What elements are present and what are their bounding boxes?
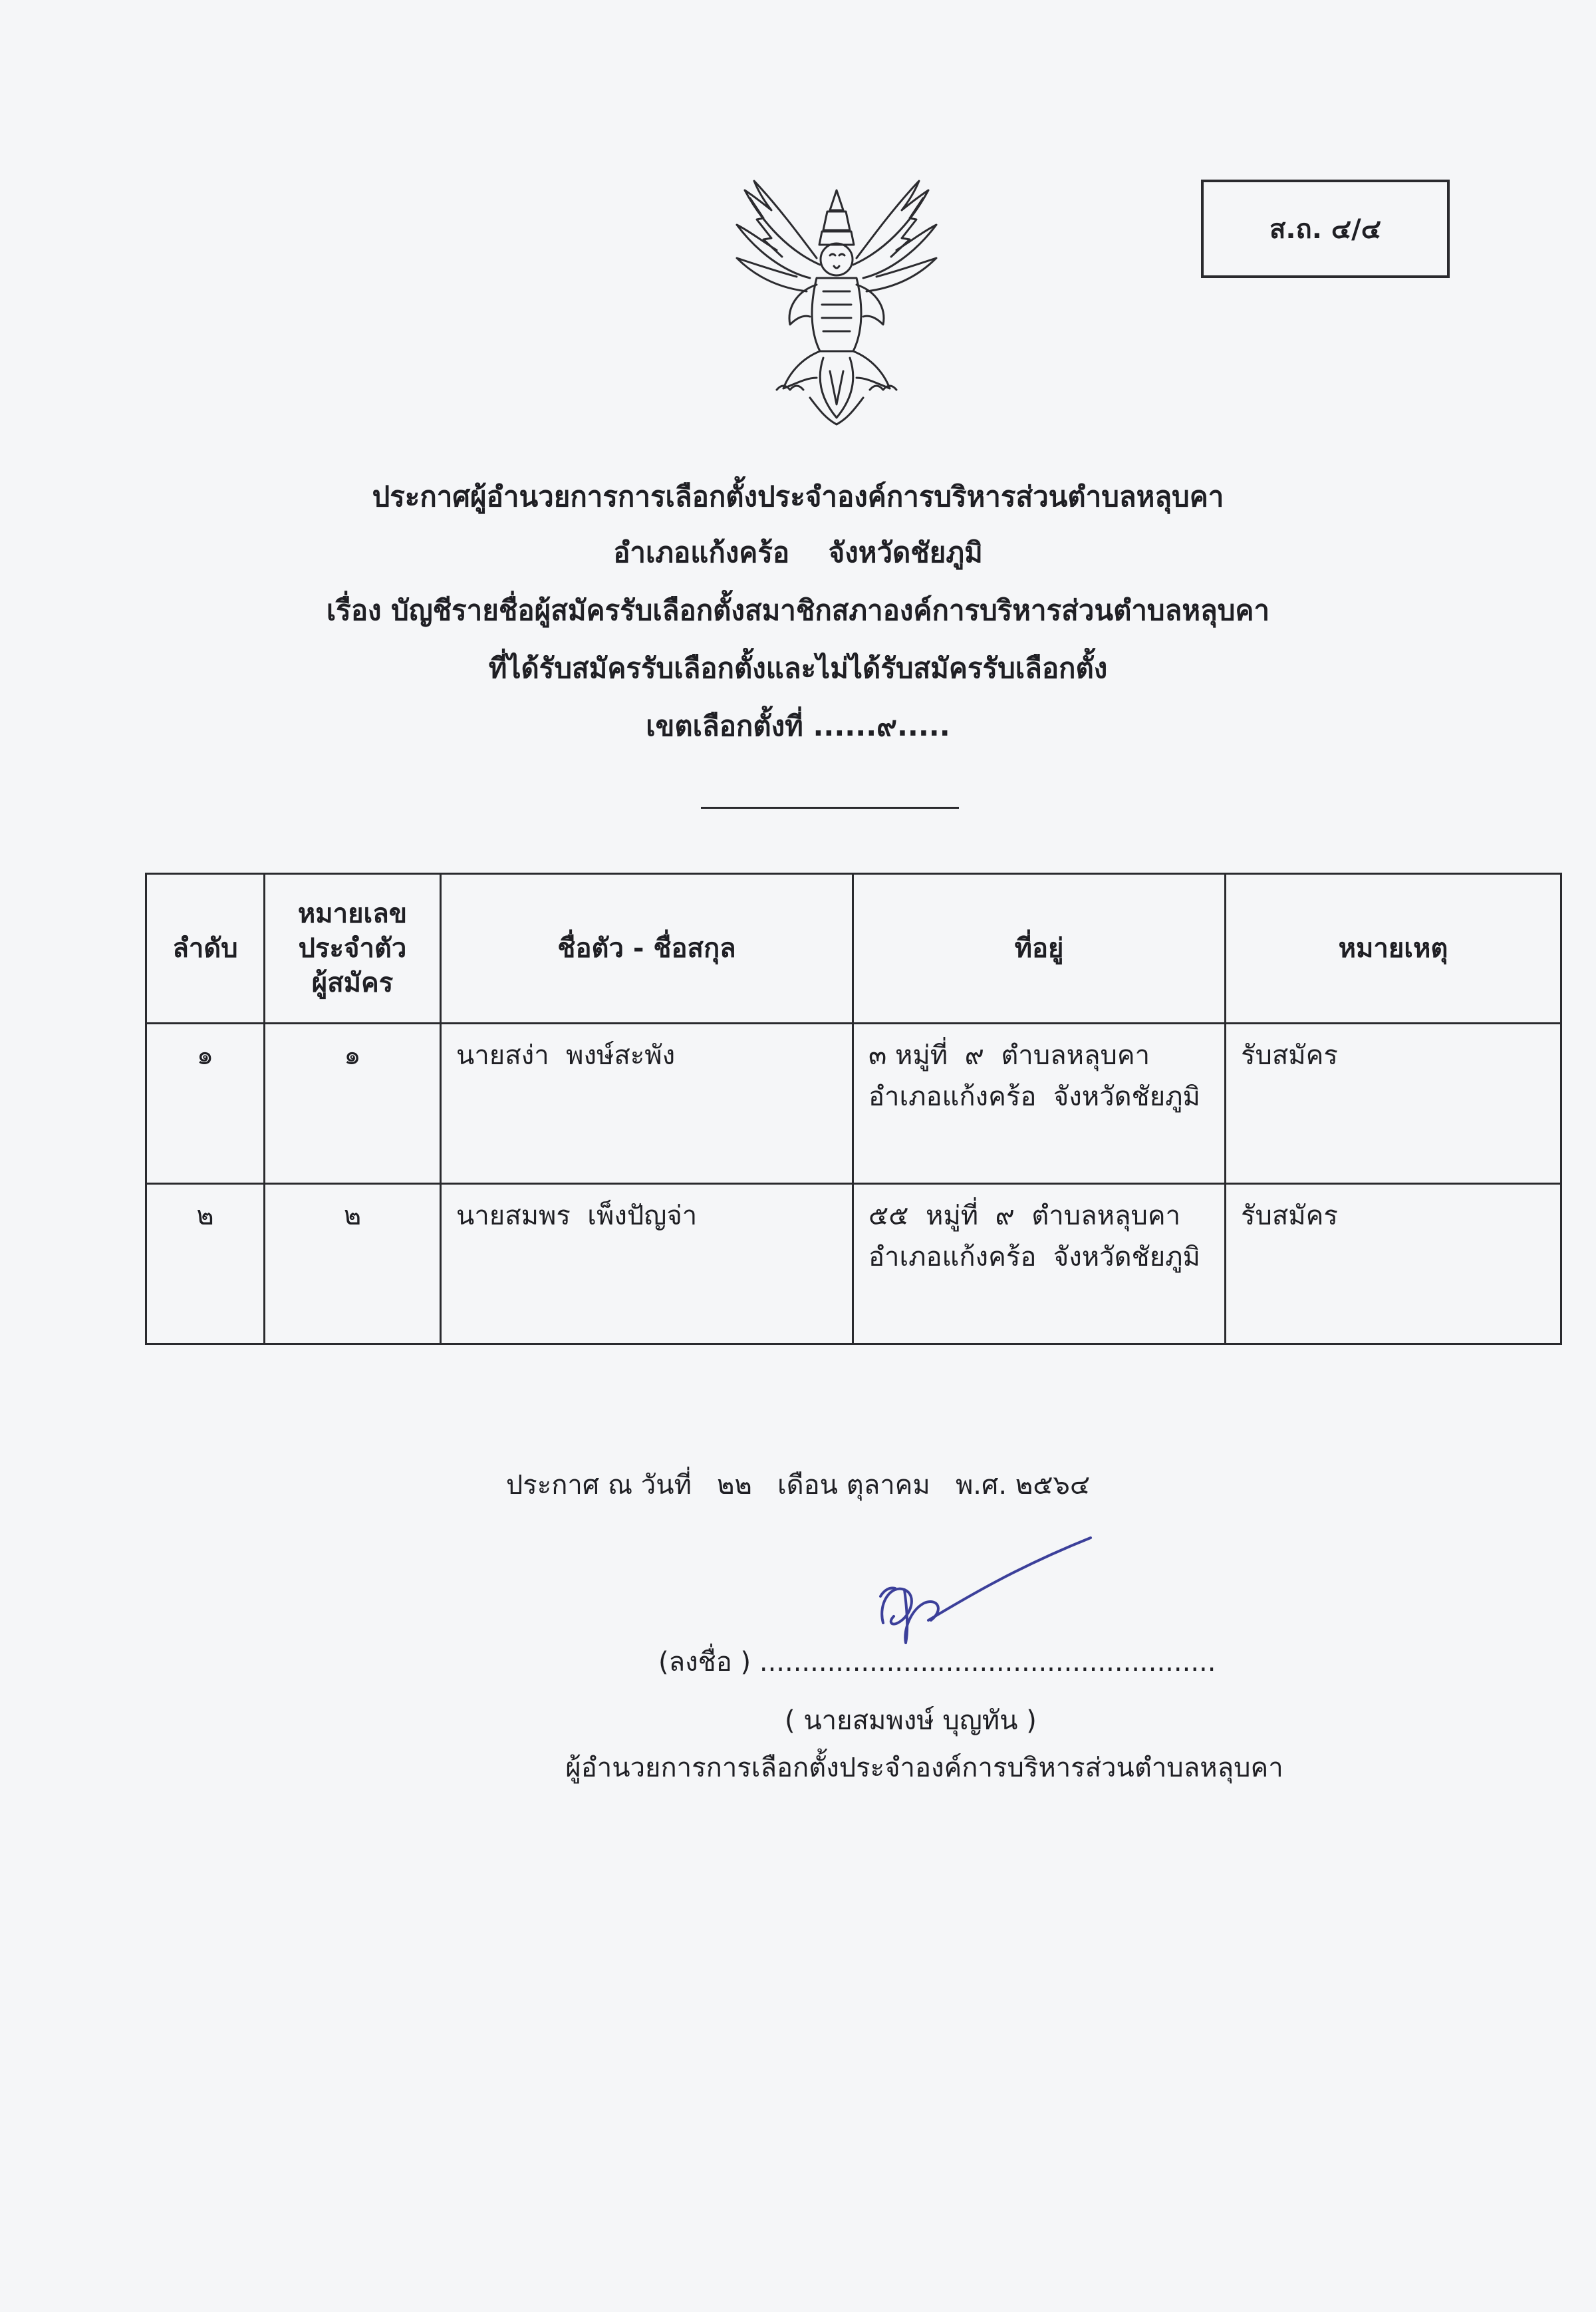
address-line-2: อำเภอแก้งคร้อ จังหวัดชัยภูมิ xyxy=(868,1082,1200,1112)
header-address: ที่อยู่ xyxy=(853,874,1226,1024)
address-line-1: ๕๕ หมู่ที่ ๙ ตำบลหลุบคา xyxy=(868,1201,1181,1231)
header-number-line-3: ผู้สมัคร xyxy=(311,968,394,998)
cell-name xyxy=(441,1024,853,1184)
cell-number: ๑ xyxy=(265,1024,441,1184)
heading-line-4: ที่ได้รับสมัครรับเลือกตั้งและไม่ได้รับสมัครรับเลือกตั้ง xyxy=(488,652,1108,684)
heading-line-3: เรื่อง บัญชีรายชื่อผู้สมัครรับเลือกตั้งสมาชิกสภาองค์การบริหารส่วนตำบลหลุบคา xyxy=(326,594,1270,627)
header-order: ลำดับ xyxy=(146,874,265,1024)
cell-address xyxy=(853,1024,1226,1184)
cell-order: ๒ xyxy=(146,1184,265,1344)
cell-remark: รับสมัคร xyxy=(1226,1024,1561,1184)
cell-number: ๒ xyxy=(265,1184,441,1344)
announcement-date: ประกาศ ณ วันที่ ๒๒ เดือน ตุลาคม พ.ศ. ๒๕๖๔ xyxy=(505,1470,1091,1501)
address-line-1: ๓ หมู่ที่ ๙ ตำบลหลุบคา xyxy=(868,1040,1150,1071)
cell-name xyxy=(441,1184,853,1344)
table-header-row xyxy=(146,874,1561,1024)
candidate-name: นายสมพร เพ็งปัญจ่า xyxy=(456,1201,698,1231)
candidate-name: นายสง่า พงษ์สะพัง xyxy=(456,1040,676,1071)
header-number-line-2: ประจำตัว xyxy=(298,933,407,964)
table-row xyxy=(146,1024,1561,1184)
cell-remark: รับสมัคร xyxy=(1226,1184,1561,1344)
signature-line: (ลงชื่อ ) ...................................................... xyxy=(658,1647,1216,1677)
garuda-emblem-icon xyxy=(710,178,963,431)
header-number xyxy=(265,874,441,1024)
address-line-2: อำเภอแก้งคร้อ จังหวัดชัยภูมิ xyxy=(868,1242,1200,1272)
table-row xyxy=(146,1184,1561,1344)
header-name: ชื่อตัว - ชื่อสกุล xyxy=(441,874,853,1024)
cell-address xyxy=(853,1184,1226,1344)
heading-line-5: เขตเลือกตั้งที่ ......๙..... xyxy=(646,710,950,742)
candidate-table xyxy=(145,873,1562,1345)
heading-line-1: ประกาศผู้อำนวยการการเลือกตั้งประจำองค์การบริหารส่วนตำบลหลุบคา xyxy=(372,480,1224,513)
header-remark: หมายเหตุ xyxy=(1226,874,1561,1024)
form-code: ส.ถ. ๔/๔ xyxy=(1269,214,1382,245)
heading-divider xyxy=(701,807,959,809)
signer-position: ผู้อำนวยการการเลือกตั้งประจำองค์การบริหารส่วนตำบลหลุบคา xyxy=(565,1753,1283,1783)
signature-icon xyxy=(864,1523,1104,1656)
cell-order: ๑ xyxy=(146,1024,265,1184)
form-code-box xyxy=(1201,180,1450,278)
signer-name: ( นายสมพงษ์ บุญทัน ) xyxy=(785,1705,1037,1736)
heading-line-2: อำเภอแก้งคร้อ จังหวัดชัยภูมิ xyxy=(613,536,983,569)
header-number-line-1: หมายเลข xyxy=(297,899,408,929)
